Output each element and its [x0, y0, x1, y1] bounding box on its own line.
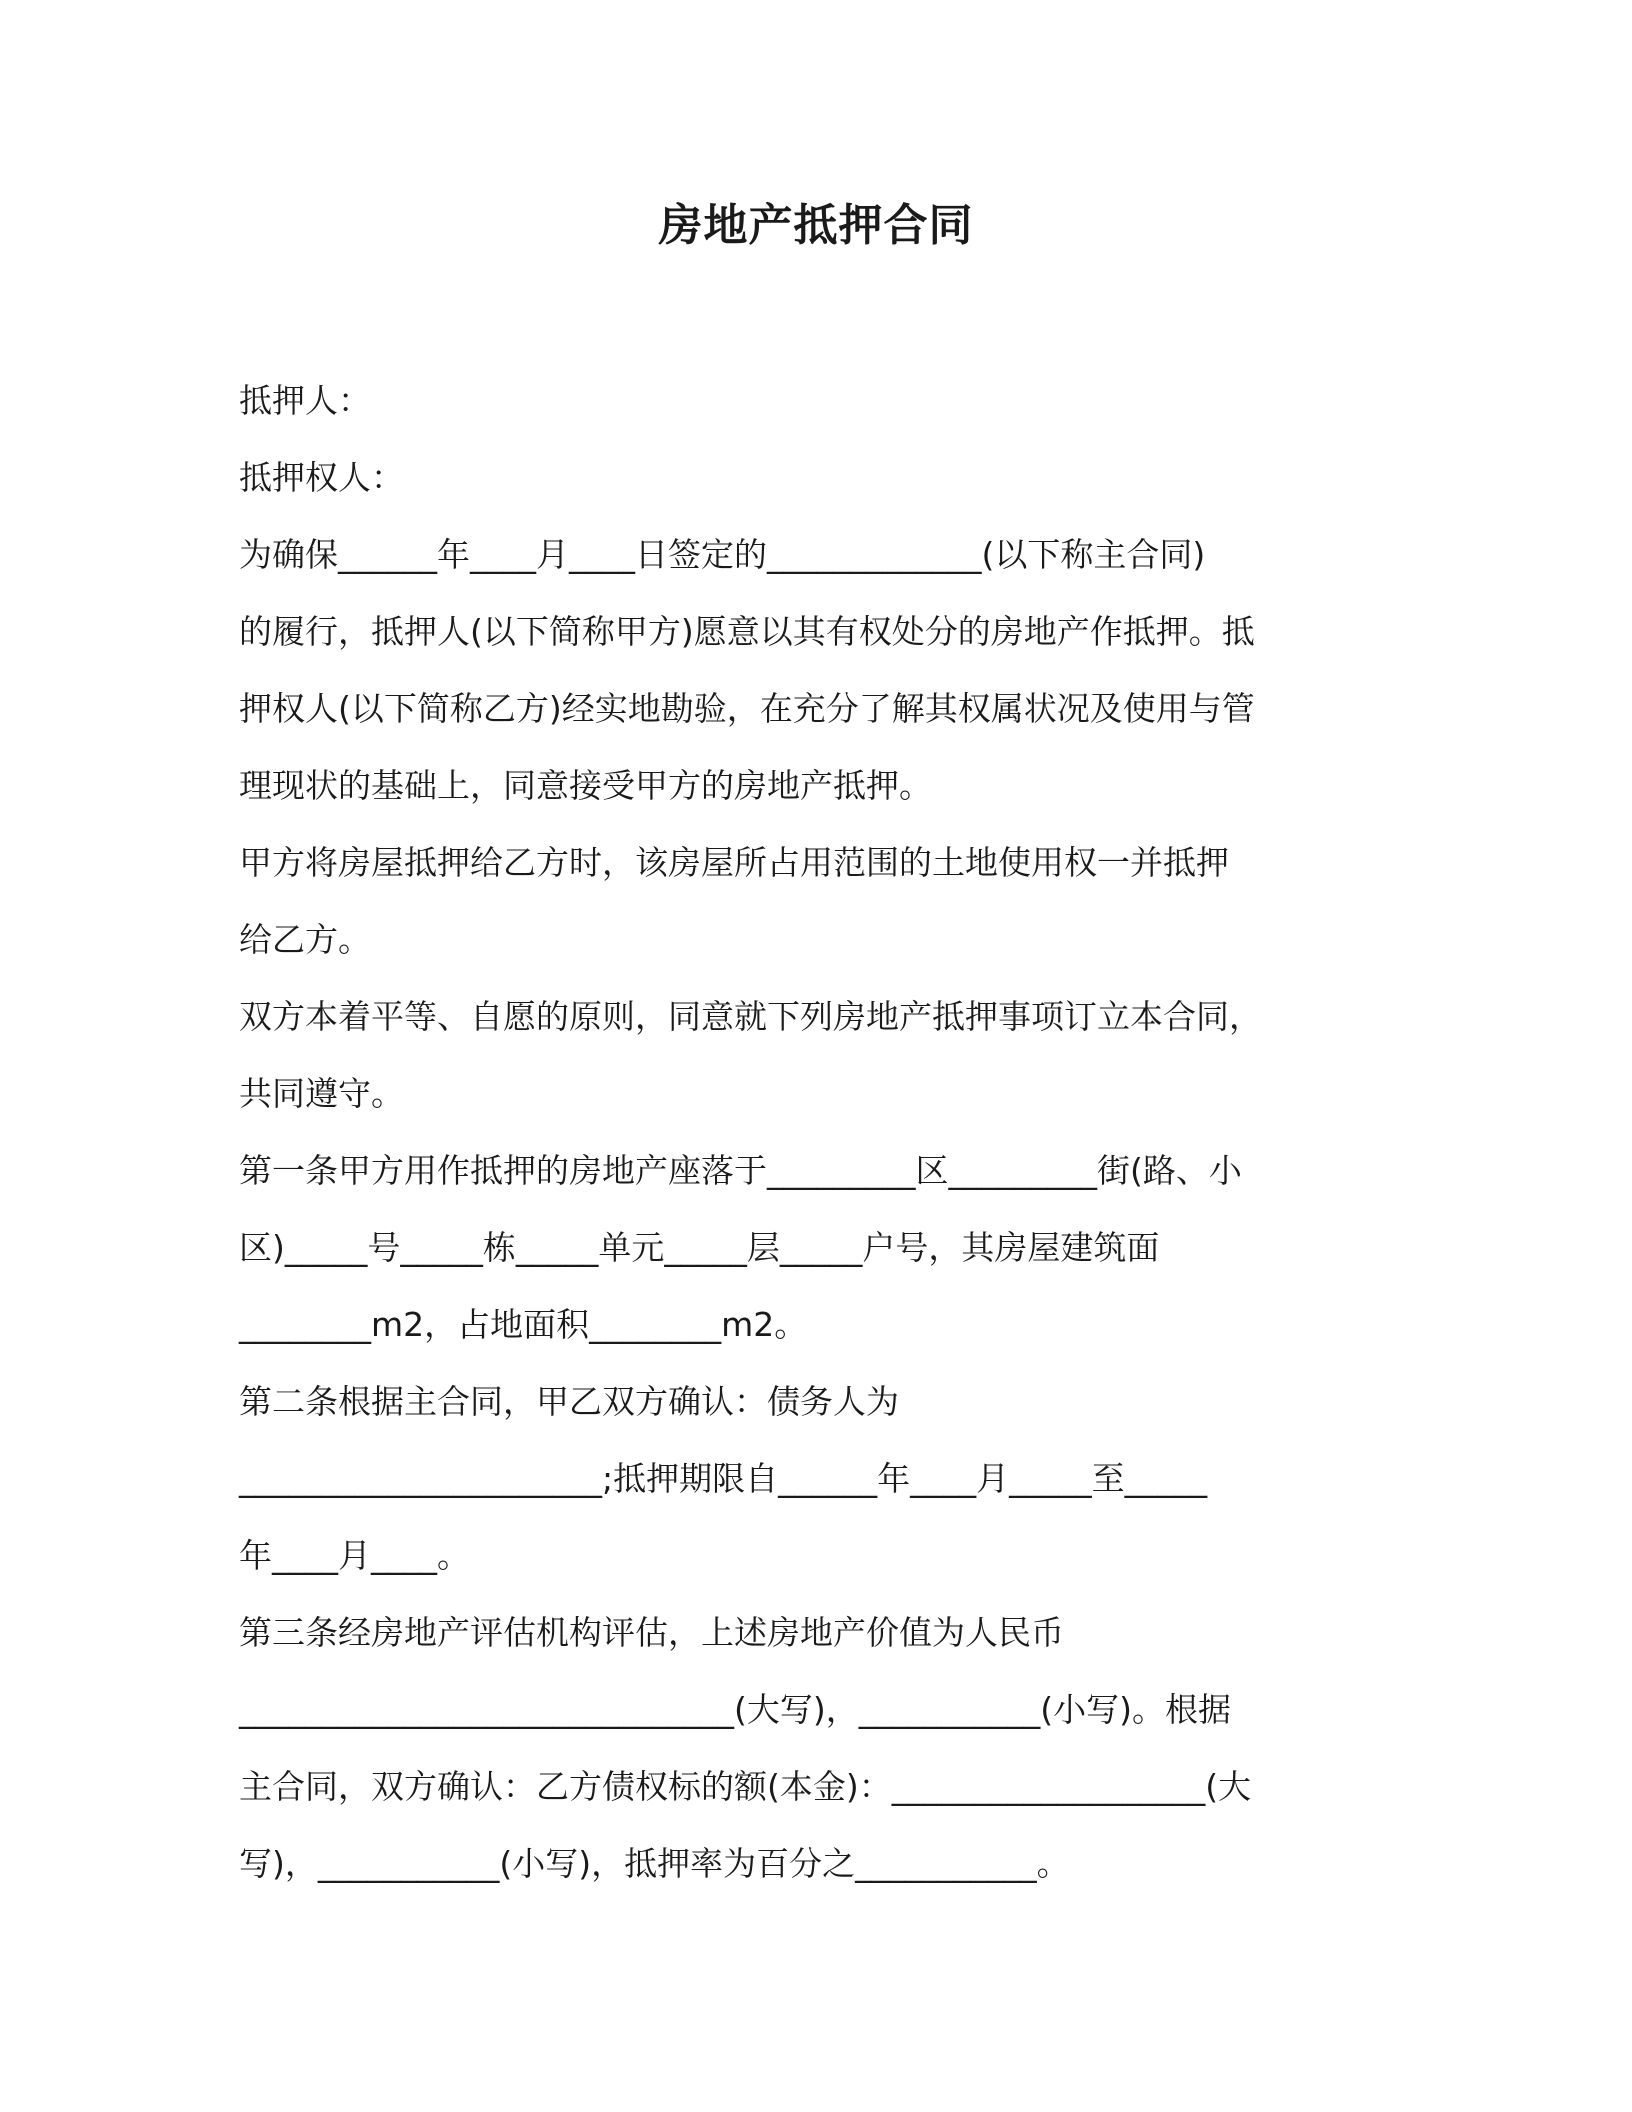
paragraph-line: 的履行，抵押人(以下简称甲方)愿意以其有权处分的房地产作抵押。抵	[239, 612, 1255, 651]
paragraph-line: 甲方将房屋抵押给乙方时，该房屋所占用范围的土地使用权一并抵押	[239, 843, 1229, 882]
document-title: 房地产抵押合同	[658, 200, 974, 251]
paragraph-line: 理现状的基础上，同意接受甲方的房地产抵押。	[239, 766, 932, 805]
article-1-line: 区)_____号_____栋_____单元_____层_____户号，其房屋建筑面	[239, 1228, 1160, 1267]
paragraph-line: 给乙方。	[239, 920, 371, 959]
article-3-line: 第三条经房地产评估机构评估，上述房地产价值为人民币	[239, 1613, 1064, 1652]
article-3-line: ______________________________(大写)，___________(小写)。根据	[239, 1690, 1231, 1729]
article-1-line: ________m2，占地面积________m2。	[239, 1305, 808, 1344]
article-2-line: ______________________;抵押期限自______年____月_____至_____	[239, 1459, 1208, 1498]
paragraph-line: 共同遵守。	[239, 1074, 404, 1113]
article-2-line: 第二条根据主合同，甲乙双方确认：债务人为	[239, 1382, 899, 1421]
document-body	[239, 362, 1399, 1902]
mortgagee-line: 抵押权人：	[239, 458, 404, 497]
paragraph-line: 押权人(以下简称乙方)经实地勘验，在充分了解其权属状况及使用与管	[239, 689, 1255, 728]
paragraph-line: 双方本着平等、自愿的原则，同意就下列房地产抵押事项订立本合同，	[239, 997, 1262, 1036]
mortgagor-line: 抵押人：	[239, 381, 371, 420]
article-3-line: 写)，___________(小写)，抵押率为百分之___________。	[239, 1844, 1070, 1883]
article-3-line: 主合同，双方确认：乙方债权标的额(本金)：___________________(大	[239, 1767, 1252, 1806]
article-2-line: 年____月____。	[239, 1536, 470, 1575]
article-1-line: 第一条甲方用作抵押的房地产座落于_________区_________街(路、小	[239, 1151, 1242, 1190]
paragraph-line: 为确保______年____月____日签定的_____________(以下称主合同)	[239, 535, 1206, 574]
